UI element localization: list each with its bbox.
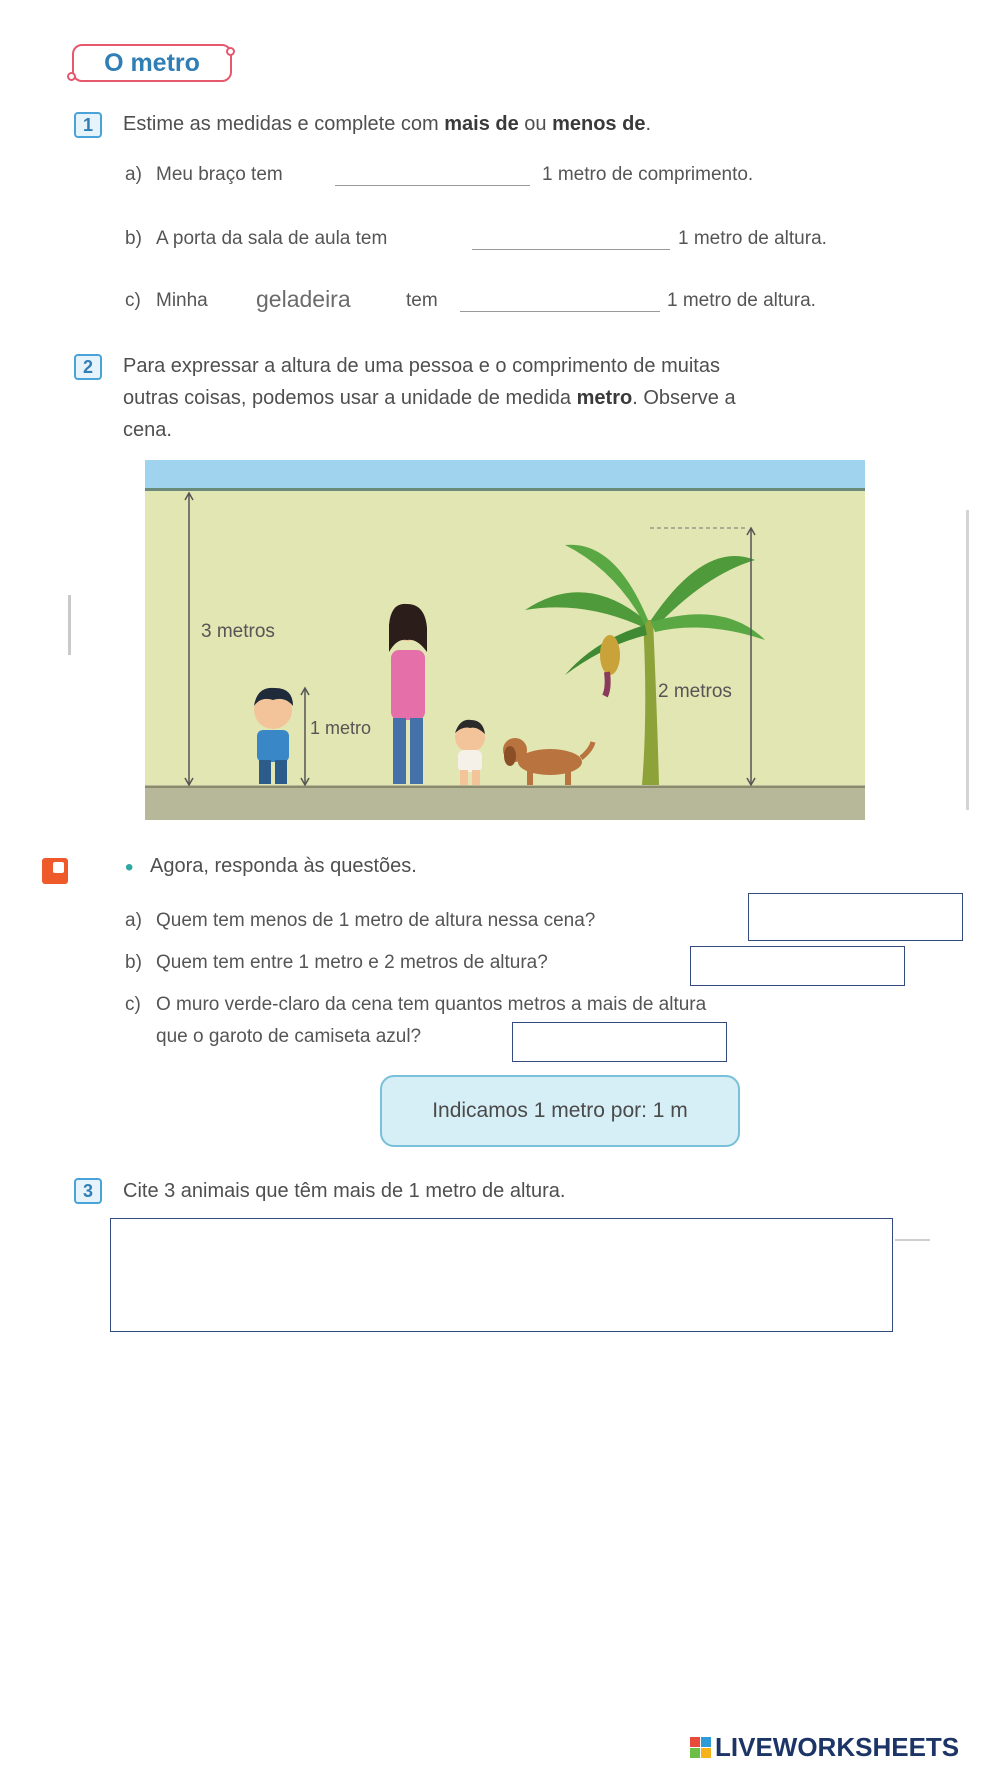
question-1-number: 1 [74,112,102,138]
q1-c-text-end: 1 metro de altura. [667,290,816,311]
q1-a-label: a) [125,164,142,185]
question-2-number: 2 [74,354,102,380]
q2b-b-label: b) [125,952,142,973]
label-2-metros: 2 metros [658,681,732,702]
scene-illustration [145,460,865,820]
q1-a-text: Meu braço tem [156,164,283,185]
q2b-b-text: Quem tem entre 1 metro e 2 metros de altura? [156,952,548,973]
q1-a-blank[interactable] [335,185,530,186]
q2b-c-label: c) [125,994,141,1015]
q2b-c-line-2: que o garoto de camiseta azul? [156,1026,422,1047]
q2b-c-answer-box[interactable] [512,1022,727,1062]
brand-logo-text: LIVEWORKSHEETS [715,1732,960,1762]
prompt-bold-menos: menos de [552,113,646,135]
q2-bold-metro: metro [576,387,633,409]
activity-icon [42,858,68,884]
q2-line-2-text: outras coisas, podemos usar a unidade de medida [123,387,577,409]
prompt-bold-mais: mais de [444,113,519,135]
q1-b-text: A porta da sala de aula tem [156,228,388,249]
title-ring-left-icon [67,72,76,81]
q1-c-label: c) [125,290,141,311]
q1-b-blank[interactable] [472,249,670,250]
brand-logo-icon [690,1737,711,1758]
tip-text: Indicamos 1 metro por: 1 m [432,1099,688,1122]
bullet-icon: • [125,854,134,881]
label-3-metros: 3 metros [201,621,275,642]
q3-text: Cite 3 animais que têm mais de 1 metro de altura. [123,1180,566,1202]
q2-line-1: Para expressar a altura de uma pessoa e o comprimento de muitas [123,355,720,377]
q1-a-text-end: 1 metro de comprimento. [542,164,754,185]
prompt-period: . [645,113,652,135]
q1-c-text-mid: tem [406,290,438,311]
prompt-text-or: ou [518,113,553,135]
q1-c-typed-answer[interactable]: geladeira [256,286,351,312]
section-title [72,44,232,82]
q2b-a-text: Quem tem menos de 1 metro de altura nessa cena? [156,910,596,931]
q2-line-3: cena. [123,419,172,441]
brand-logo [690,1732,959,1763]
q1-b-text-end: 1 metro de altura. [678,228,827,249]
wall-top-edge [145,488,865,491]
q2b-intro: Agora, responda às questões. [150,855,417,877]
question-3-number: 3 [74,1178,102,1204]
question-1-prompt [123,108,651,140]
sky-band [145,460,865,490]
section-title-text: O metro [104,48,200,77]
q1-c-blank[interactable] [460,311,660,312]
q2-line-2 [123,382,736,414]
title-ring-right-icon [226,47,235,56]
q2b-a-answer-box[interactable] [748,893,963,941]
q2b-a-label: a) [125,910,142,931]
label-1-metro: 1 metro [310,718,372,738]
q3-answer-box[interactable] [110,1218,893,1332]
q2-line-2-end: . Observe a [632,387,736,409]
margin-mark-left [68,595,71,655]
q2b-b-answer-box[interactable] [690,946,905,986]
q1-b-label: b) [125,228,142,249]
margin-mark-right [966,510,969,810]
q1-c-text: Minha [156,290,208,311]
q2b-c-line-1: O muro verde-claro da cena tem quantos metros a mais de altura [156,994,707,1015]
ground [145,785,865,820]
prompt-text: Estime as medidas e complete com [123,113,445,135]
tip-box [380,1075,740,1147]
q3-line-stub [895,1239,930,1241]
